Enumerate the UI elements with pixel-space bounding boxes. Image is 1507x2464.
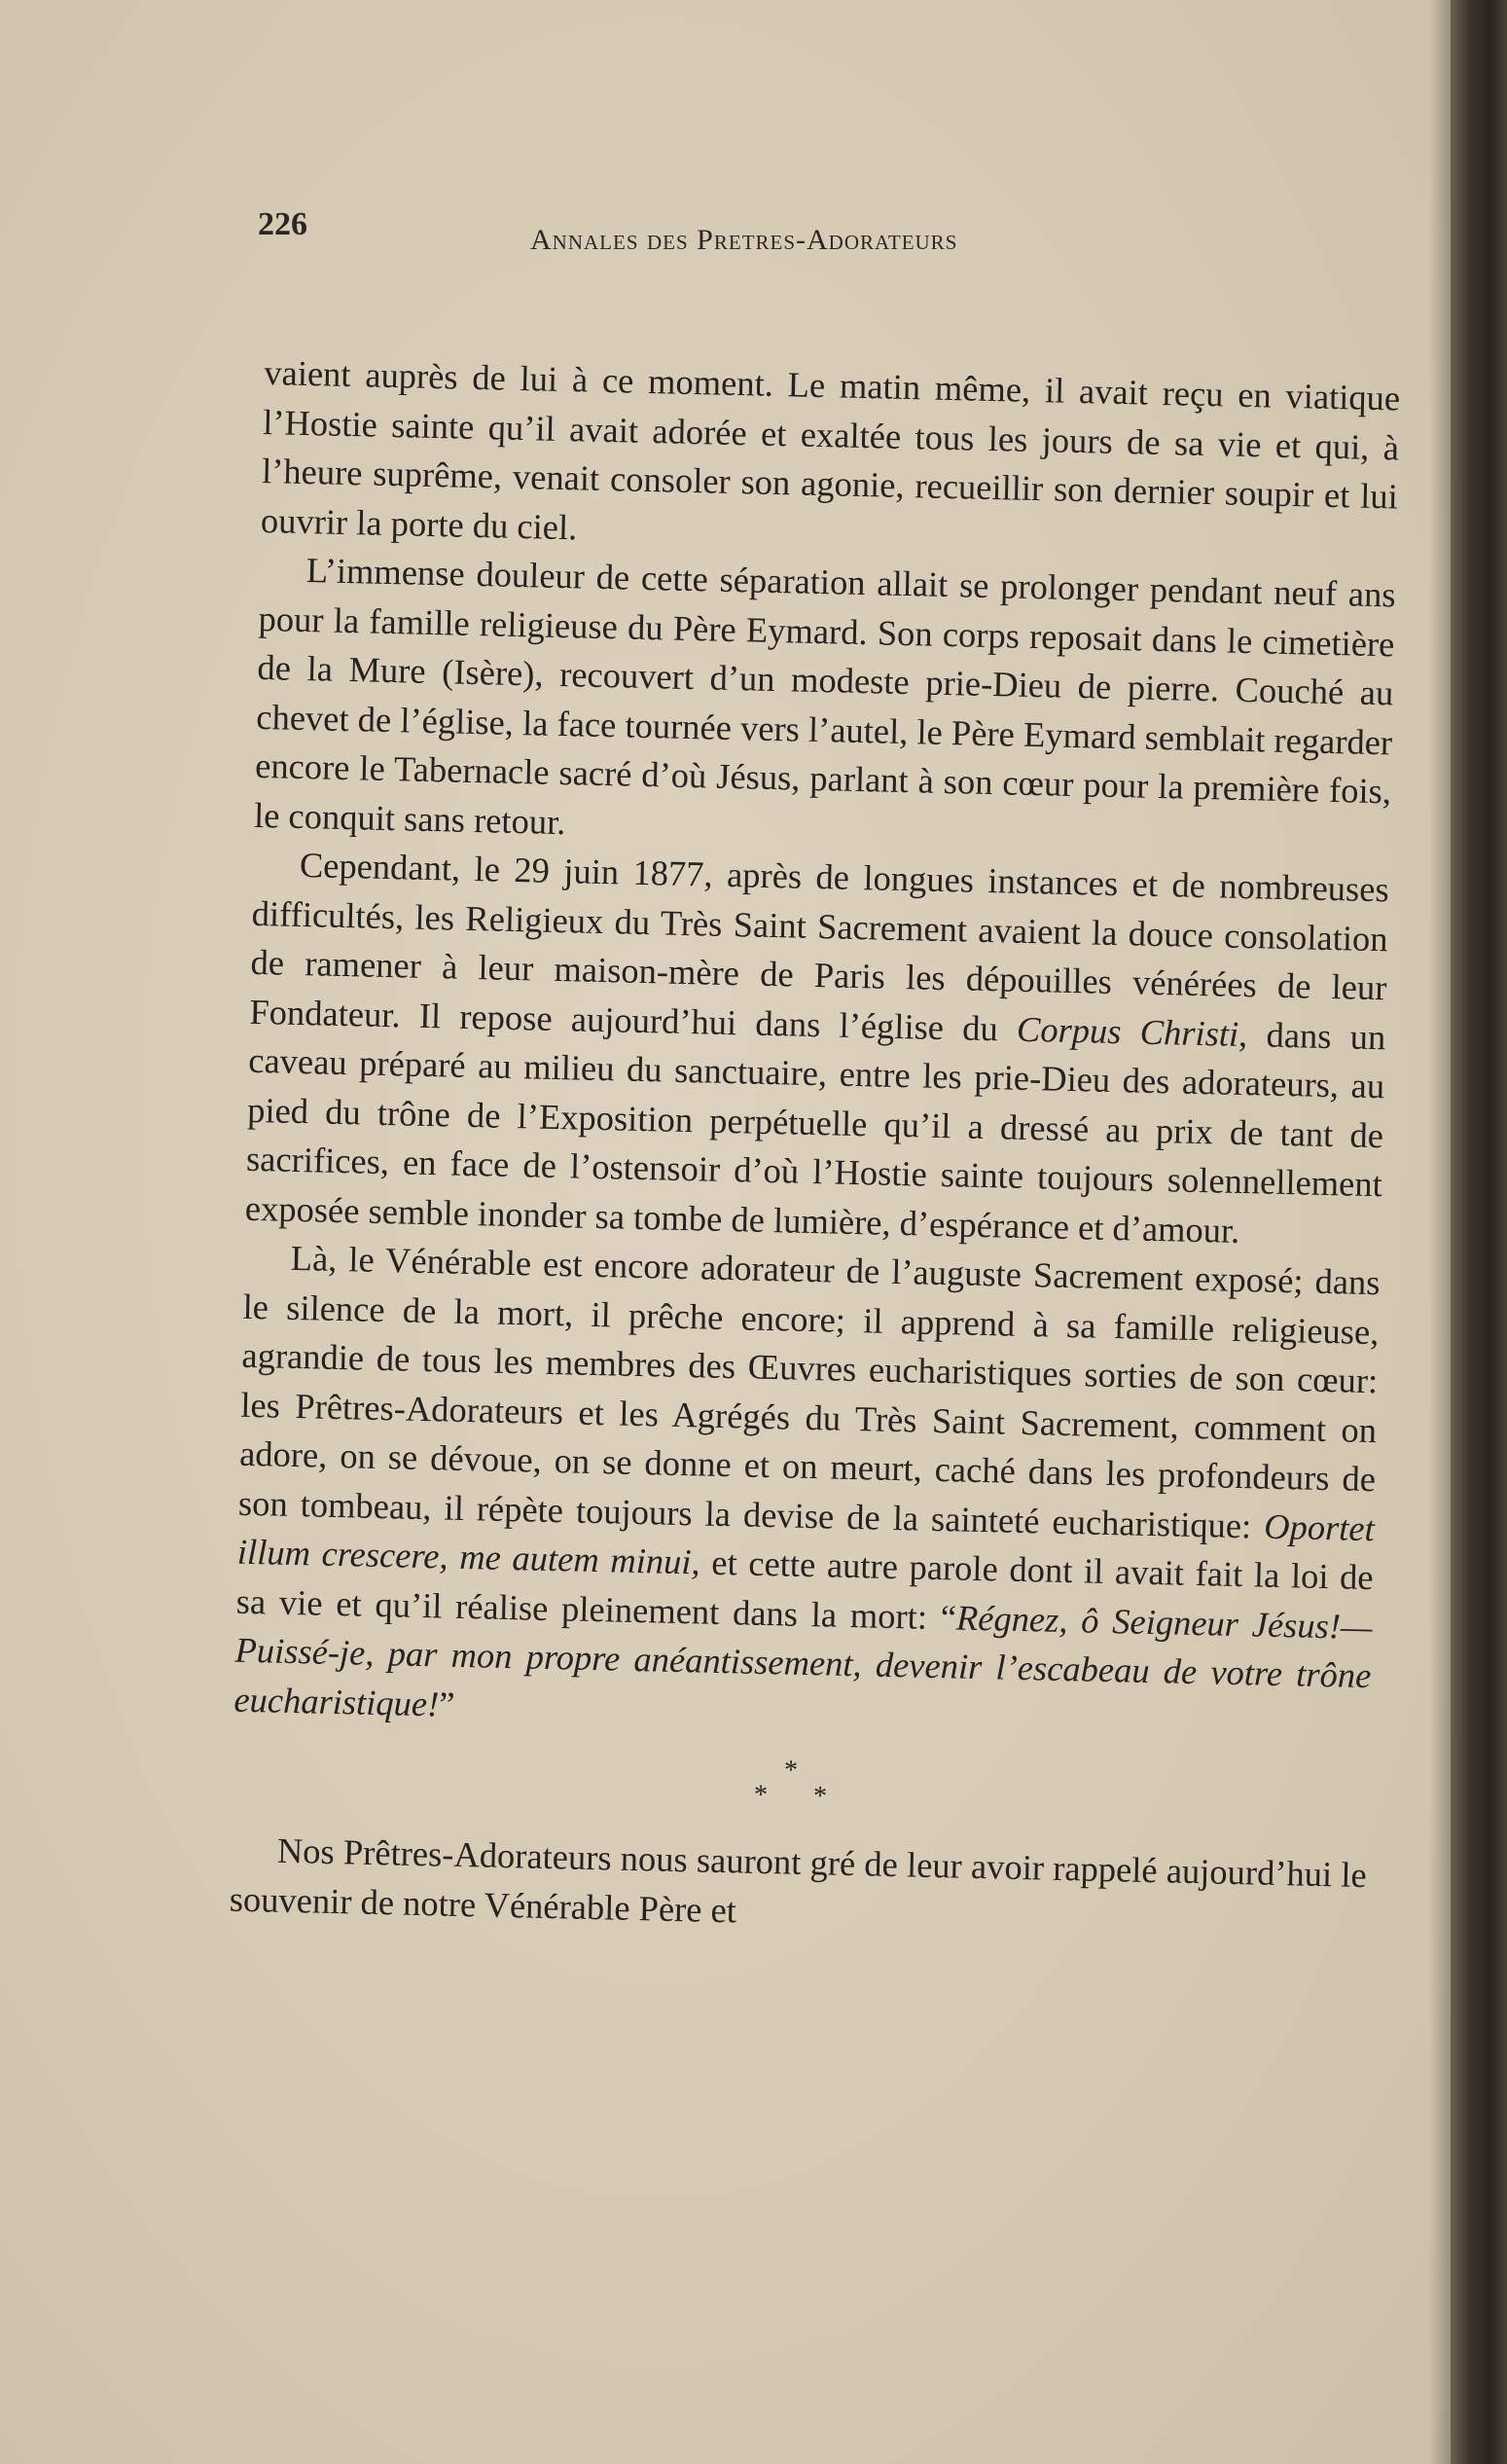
paragraph-3-text-b: , dans un caveau préparé au milieu du sanctuaire, entre les prie-Dieu des adorateurs, au pied du trône de l’Exposition perpétuelle qu’il a dressé au prix de tant de sacrifices, en face de l’ostensoir d’où l’Hostie sainte toujours solennellement exposée semble inonder sa tombe de lumière, d’espérance et d’amour.	[244, 1013, 1386, 1250]
paragraph-4-italic-quote: Régnez, ô Seigneur Jésus!—Puissé-je, par mon propre anéantissement, devenir l’escabeau de votre trône eucharistique!	[233, 1596, 1373, 1723]
paragraph-4	[233, 1233, 1381, 1750]
paragraph-4-italic-motto: Oportet illum crescere, me autem minui,	[236, 1505, 1376, 1582]
asterism-separator	[232, 1746, 1369, 1822]
paragraph-4-text-b: et cette autre parole dont il avait fait la loi de sa vie et qu’il réalise pleinement dans la mort: “	[235, 1541, 1375, 1637]
paragraph-1: vaient auprès de lui à ce moment. Le matin même, il avait reçu en viatique l’Hostie sainte qu’il avait adorée et exaltée tous les jours de sa vie et qui, à l’heure suprême, venait consoler son agonie, recueillir son dernier soupir et lui ouvrir la porte du ciel.	[260, 351, 1401, 547]
running-title: Annales des Pretres-Adorateurs	[530, 224, 958, 256]
text-body	[229, 348, 1400, 1949]
paragraph-3	[244, 840, 1389, 1258]
paragraph-2: L’immense douleur de cette séparation allait se prolonger pendant neuf ans pour la famille religieuse du Père Eymard. Son corps reposait dans le cimetière de la Mure (Isère), recouvert d’un modeste prie-Dieu de pierre. Couché au chevet de l’église, la face tournée vers l’autel, le Père Eymard semblait regarder encore le Tabernacle sacré d’où Jésus, parlant à son cœur pour la première fois, le conquit sans retour.	[253, 550, 1397, 842]
paragraph-4-text-a: Là, le Vénérable est encore adorateur de l’auguste Sacrement exposé; dans le silence de la mort, il prêche encore; il apprend à sa famille religieuse, agrandie de tous les membres des Œuvres eucharistiques sorties de son cœur: les Prêtres-Adorateurs et les Agrégés du Très Saint Sacrement, comment on adore, on se dévoue, on se donne et on meurt, caché dans les profondeurs de son tombeau, il répète toujours la devise de la sainteté eucharistique:	[237, 1237, 1381, 1546]
page-gutter-shadow	[1429, 0, 1451, 2464]
book-spine	[1451, 0, 1507, 2464]
paragraph-5: Nos Prêtres-Adorateurs nous sauront gré de leur avoir rappelé aujourd’hui le souvenir de notre Vénérable Père et	[229, 1830, 1368, 1930]
paragraph-3-text-a: Cependant, le 29 juin 1877, après de longues instances et de nombreuses difficultés, les Religieux du Très Saint Sacrement avaient la douce consolation de ramener à leur maison-mère de Paris les dépouilles vénérées de leur Fondateur. Il repose aujourd’hui dans l’église du	[249, 844, 1390, 1049]
page-header	[258, 206, 1406, 265]
asterism-bottom: * *	[753, 1779, 847, 1812]
paragraph-4-text-c: ”	[438, 1683, 455, 1724]
page-number: 226	[258, 206, 307, 242]
paragraph-3-italic: Corpus Christi	[1016, 1008, 1239, 1054]
asterism-top: *	[783, 1755, 818, 1787]
